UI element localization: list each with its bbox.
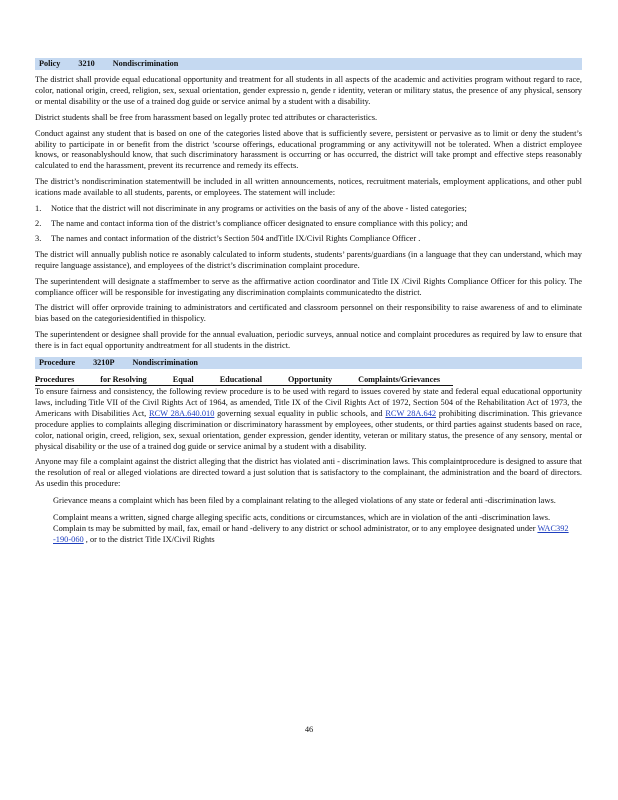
bullet-glyph-icon [35,496,53,507]
policy-header-bar [35,58,582,70]
subheading-word: Complaints/Grievances [358,375,441,385]
procedure-number: 3210P [93,358,115,368]
procedure-label: Procedure [39,358,76,368]
subheading-word: Procedures [35,375,75,385]
page-number: 46 [304,725,314,734]
list-number: 1. [35,204,42,214]
subheading-word: Educational [219,375,263,385]
text-run: , or to the district Title IX/Civil Rights [83,534,215,544]
list-item [35,219,582,230]
paragraph: The superintendent or designee shall provide for the annual evaluation, periodic surveys, annual notice and complaint procedures as required by law to ensure that there is in fact equal opportunity andtreatment for all students in the district. [35,330,582,351]
bullet-glyph-icon [35,513,53,546]
text-run: prohibiting discrimination. This grievance procedure applies to complaints alleging discrimination or discriminatory harassment by employees, other students, or third parties against students based on race, color, national origin, creed, religion, sex, sexual orientation, gender expression, gender identity, veteran or military status, the presence of any sensory, mental or physical disability or the use of a trained dog guide or service animal by a student with a disability. [35,408,583,451]
paragraph: The district shall provide equal educational opportunity and treatment for all students in all aspects of the academic and activities program without regard to race, color, national origin, creed, religion, sex, sexual orientation, gender expressio n, gende r identity, veteran or military status, the presence of any physical, sensory or mental disability or the use of a trained dog guide or service animal by a student with a disability. [35,75,582,106]
list-text: Notice that the district will not discriminate in any programs or activities on the basis of any of the above - listed categories; [51,204,467,214]
list-text: The names and contact information of the district’s Section 504 andTitle IX/Civil Rights Compliance Officer . [51,233,421,243]
subheading-word: Equal [172,375,194,385]
policy-label: Policy [39,59,61,68]
paragraph: District students shall be free from harassment based on legally protec ted attributes or characteristics. [35,112,378,122]
text-run: governing sexual equality in public schools, and [214,408,386,418]
wac-392-190-060-link[interactable]: WAC392 -190-060 [53,524,569,544]
paragraph [35,387,582,452]
text-run: Complaint means a written, signed charge alleging specific acts, conditions or circumstances, which are in violation of the anti -discrimination laws. Complain ts may be submitted by mail, fax, email or hand -delivery to any district or school administrator, or to any employee designated under [53,513,551,533]
subheading-word: for Resolving [100,375,147,385]
paragraph: Conduct against any student that is based on one of the categories listed above that is sufficiently severe, persistent or pervasive as to limit or deny the student’s ability to participate in or benefit from the district ’scourse offerings, educational programming or any activitywill not be tolerated. When a district employee knows, or reasonablyshould know, that such discriminatory harassment is occurring or has occurred, the district will take prompt and effective steps reasonably calculated to end the harassment, prevent its recurrence and remedy its effects. [35,128,582,171]
list-item [35,234,582,245]
list-text: The name and contact informa tion of the district’s compliance officer designated to ensure compliance with this policy; and [51,218,468,228]
bullet-list [35,496,582,546]
procedure-header-bar [35,357,582,369]
list-number: 2. [35,218,42,228]
list-text: Grievance means a complaint which has been filed by a complainant relating to the alleged violations of any state or federal anti -discrimination laws. [53,496,556,506]
list-number: 3. [35,233,42,243]
list-item [35,204,582,215]
rcw-28a-640-010-link[interactable]: RCW 28A.640.010 [148,408,215,418]
paragraph: The district’s nondiscrimination statementwill be included in all written announcements, notices, recruitment materials, employment applications, and other publ ications made available to all students, parents, or employees. The statement will include: [35,177,582,198]
paragraph: The superintendent will designate a staffmember to serve as the affirmative action coordinator and Title IX /Civil Rights Compliance Officer for this policy. The compliance officer will be responsible for investigating any discrimination complaints communicatedto the district. [35,276,582,297]
policy-title: Nondiscrimination [112,59,179,68]
policy-number: 3210 [78,59,95,68]
paragraph: The district will offer orprovide training to administrators and certificated and classroom personnel on their responsibility to raise awareness of and to eliminate bias based on the categoriesidentified in thispolicy. [35,303,582,324]
list-item [35,496,582,507]
list-item [35,513,582,546]
procedure-title: Nondiscrimination [132,358,198,368]
text-run: To ensure fairness and consistency, the following review procedure is to be used with regard to issues covered by state and federal equal educational opportunity laws, including Title VII of the Civil Rights Act of 1964, as amended, Title IX of the Civil Rights Act of 1972, Section 504 of the Rehabilitation Act of 1973, the Americans with Disabilities Act, [35,387,582,418]
paragraph: Anyone may file a complaint against the district alleging that the district has violated anti - discrimination laws. This complaintprocedure is designed to assure that the resolution of real or alleged violations are directed toward a just solution that is satisfactory to the complainant, the administration and the board of directors. As usedin this procedure: [35,457,582,489]
numbered-list [35,204,582,245]
procedure-subheading [35,374,453,386]
paragraph: The district will annually publish notice re asonably calculated to inform students, students’ parents/guardians (in a language that they can understand, which may require language assistance), and employees of the district’s discrimination complaint procedure. [35,249,582,270]
rcw-28a-642-link[interactable]: RCW 28A.642 [385,408,437,418]
list-text [53,513,582,546]
subheading-word: Opportunity [288,375,333,385]
document-page [35,58,582,552]
